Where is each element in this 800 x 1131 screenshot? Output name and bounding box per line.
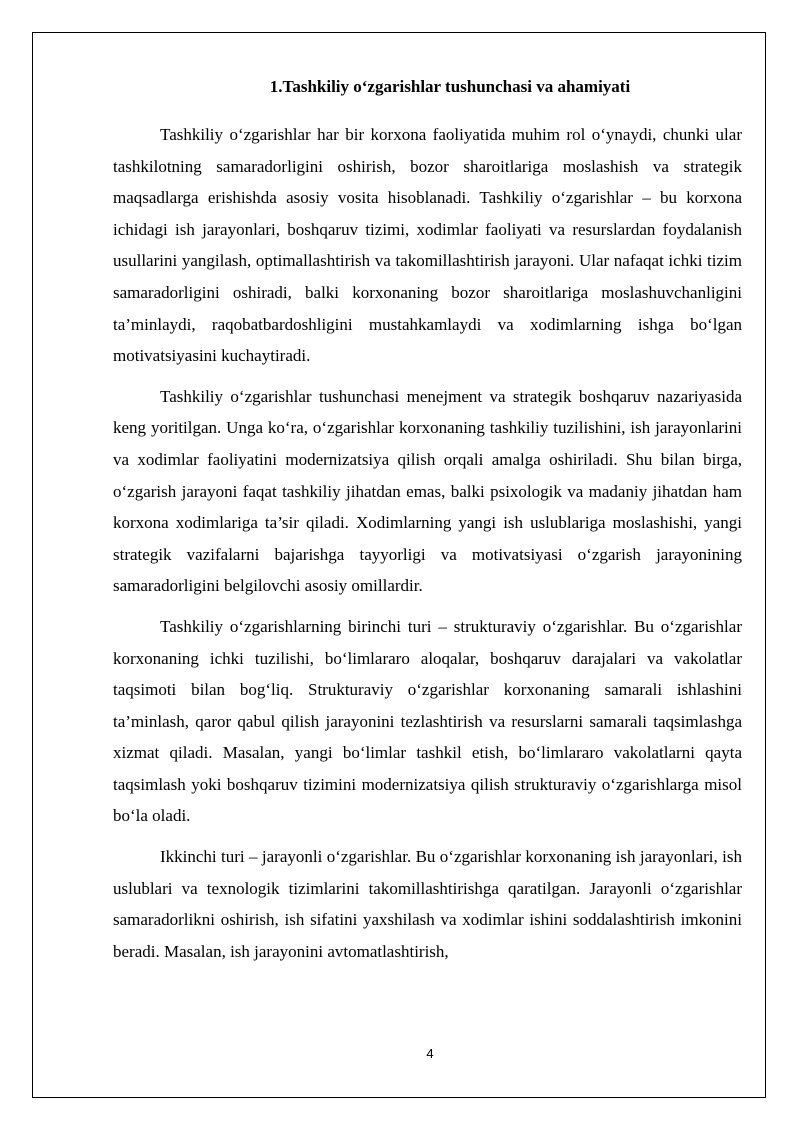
paragraph: Tashkiliy o‘zgarishlar har bir korxona faoliyatida muhim rol o‘ynaydi, chunki ular tashkilotning samaradorligini oshirish, bozor sharoitlariga moslashish va strategik maqsadlarga erishishda asosiy vosita hisoblanadi. Tashkiliy o‘zgarishlar – bu korxona ichidagi ish jarayonlari, boshqaruv tizimi, xodimlar faoliyati va resurslardan foydalanish usullarini yangilash, optimallashtirish va takomillashtirish jarayoni. Ular nafaqat ichki tizim samaradorligini oshiradi, balki korxonaning bozor sharoitlariga moslashuvchanligini ta’minlaydi, raqobatbardoshligini mustahkamlaydi va xodimlarning ishga bo‘lgan motivatsiyasini kuchaytiradi. xyxy=(113,125,742,366)
paragraph: Tashkiliy o‘zgarishlarning birinchi turi – strukturaviy o‘zgarishlar. Bu o‘zgarishlar korxonaning ichki tuzilishi, bo‘limlararo aloqalar, boshqaruv darajalari va vakolatlar taqsimoti bilan bog‘liq. Strukturaviy o‘zgarishlar korxonaning samarali ishlashini ta’minlash, qaror qabul qilish jarayonini tezlashtirish va resurslarni samarali taqsimlashga xizmat qiladi. Masalan, yangi bo‘limlar tashkil etish, bo‘limlararo vakolatlarni qayta taqsimlash yoki boshqaruv tizimini modernizatsiya qilish strukturaviy o‘zgarishlarga misol bo‘la oladi. xyxy=(113,616,742,826)
body-text xyxy=(113,119,742,976)
paragraph: Tashkiliy o‘zgarishlar tushunchasi menejment va strategik boshqaruv nazariyasida keng yoritilgan. Unga ko‘ra, o‘zgarishlar korxonaning tashkiliy tuzilishini, ish jarayonlarini va xodimlar faoliyatini modernizatsiya qilish orqali amalga oshiriladi. Shu bilan birga, o‘zgarish jarayoni faqat tashkiliy jihatdan emas, balki psixologik va madaniy jihatdan ham korxona xodimlariga ta’sir qiladi. Xodimlarning yangi ish uslublariga moslashishi, yangi strategik vazifalarni bajarishga tayyorligi va motivatsiyasi o‘zgarish jarayonining samaradorligini belgilovchi asosiy omillardir. xyxy=(113,386,742,596)
section-heading: 1.Tashkiliy o‘zgarishlar tushunchasi va ahamiyati xyxy=(269,77,631,96)
page-number: 4 xyxy=(426,1046,434,1061)
paragraph: Ikkinchi turi – jarayonli o‘zgarishlar. Bu o‘zgarishlar korxonaning ish jarayonlari, ish uslublari va texnologik tizimlarini takomillashtirishga qaratilgan. Jarayonli o‘zgarishlar samaradorlikni oshirish, ish sifatini yaxshilash va xodimlar ishini soddalashtirish imkonini beradi. Masalan, ish jarayonini avtomatlashtirish, xyxy=(113,847,742,961)
